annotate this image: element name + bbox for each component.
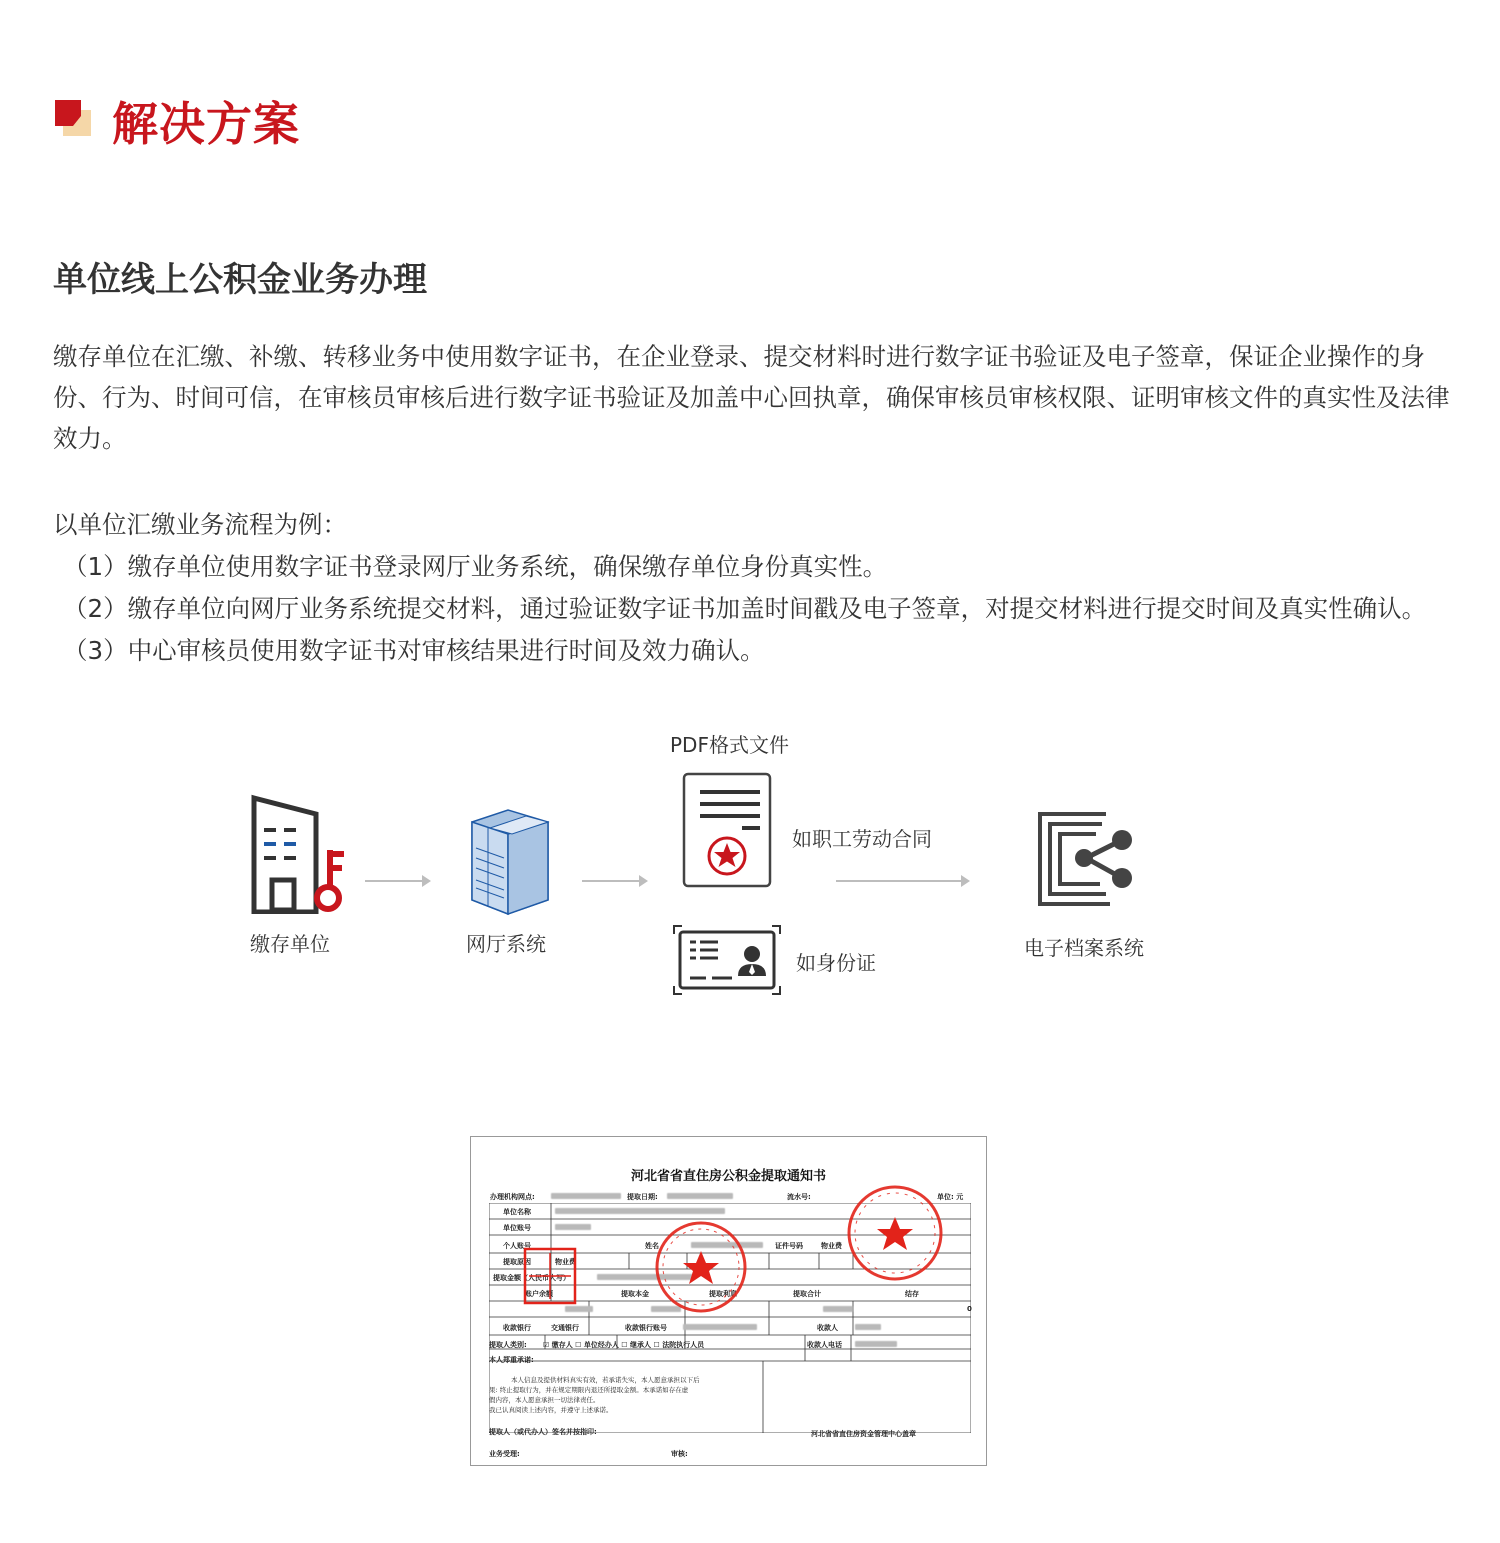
form-cell: 单位账号 (503, 1224, 531, 1232)
form-cell: 账户余额 (525, 1290, 553, 1298)
form-cell: 结存 (905, 1290, 919, 1298)
form-meta: 提取日期: (627, 1193, 658, 1201)
form-cell: 收款银行账号 (625, 1324, 667, 1332)
form-cell: 证件号码 (775, 1242, 803, 1250)
form-cell: 收款银行 (503, 1324, 531, 1332)
page-title: 解决方案 (112, 97, 300, 151)
form-meta: 单位: 元 (937, 1193, 964, 1201)
form-cell: 交通银行 (551, 1324, 579, 1332)
seal-stamp-icon (651, 1217, 751, 1317)
name-seal-icon (523, 1247, 577, 1305)
list-item: （1）缴存单位使用数字证书登录网厅业务系统，确保缴存单位身份真实性。 (63, 552, 888, 581)
form-cell: 提取金额（人民币大写） (493, 1274, 570, 1282)
form-meta: 办理机构网点: (490, 1193, 535, 1201)
archive-share-icon (1036, 810, 1136, 908)
pdf-label: PDF格式文件 (670, 733, 789, 757)
form-cell: 提取原因 (503, 1258, 531, 1266)
form-cell: 河北省省直住房资金管理中心盖章 (811, 1430, 916, 1438)
commitment-line: 果: 终止提取行为，并在规定期限内退还所提取金额。本承诺如存在虚 (489, 1386, 689, 1394)
form-cell: 收款人电话 (807, 1341, 842, 1349)
flow-arrow (836, 880, 968, 882)
form-cell: 审核: (671, 1450, 688, 1458)
server-icon (468, 808, 552, 918)
doc-label: 如身份证 (796, 951, 876, 975)
document-seal-icon (682, 772, 774, 890)
form-cell: 物业费 (821, 1242, 842, 1250)
commitment-line: 我已认真阅读上述内容，并遵守上述承诺。 (489, 1406, 613, 1414)
form-cell: 提取利息 (709, 1290, 737, 1298)
form-cell: 物业费 (555, 1258, 576, 1266)
form-cell: 提取本金 (621, 1290, 649, 1298)
form-cell: 本人郑重承诺: (489, 1356, 534, 1364)
node-label: 缴存单位 (250, 932, 330, 956)
form-cell: 个人账号 (503, 1242, 531, 1250)
form-cell: 收款人 (817, 1324, 838, 1332)
form-cell: 单位名称 (503, 1208, 531, 1216)
withdrawal-notice-image (470, 1136, 987, 1466)
node-label: 电子档案系统 (1024, 936, 1144, 960)
process-list (53, 504, 1473, 672)
section-paragraph: 缴存单位在汇缴、补缴、转移业务中使用数字证书，在企业登录、提交材料时进行数字证书验证及电子签章，保证企业操作的身份、行为、时间可信，在审核员审核后进行数字证书验证及加盖中心回执章，确保审核员审核权限、证明审核文件的真实性及法律效力。 (53, 342, 1450, 453)
commitment-line: 假内容，本人愿意承担一切法律责任。 (489, 1396, 600, 1404)
form-title: 河北省省直住房公积金提取通知书 (630, 1169, 826, 1184)
flow-diagram (0, 720, 1500, 1040)
node-label: 网厅系统 (466, 932, 546, 956)
form-cell: 姓名 (645, 1242, 659, 1250)
list-item: （2）缴存单位向网厅业务系统提交材料，通过验证数字证书加盖时间戳及电子签章，对提交材料进行提交时间及真实性确认。 (63, 594, 1427, 623)
commitment-line: 本人信息及提供材料真实有效，若承诺失实，本人愿意承担以下后 (511, 1376, 700, 1384)
flow-arrow (582, 880, 646, 882)
form-meta: 流水号: (787, 1193, 811, 1201)
flow-arrow (365, 880, 429, 882)
id-card-icon (672, 924, 782, 996)
list-intro: 以单位汇缴业务流程为例： (53, 510, 347, 539)
form-cell: 提取合计 (793, 1290, 821, 1298)
doc-label: 如职工劳动合同 (792, 827, 932, 851)
form-cell: 业务受理: (489, 1450, 520, 1458)
form-cell: 0 (967, 1305, 972, 1313)
list-item: （3）中心审核员使用数字证书对审核结果进行时间及效力确认。 (63, 636, 765, 665)
section-title: 单位线上公积金业务办理 (53, 260, 427, 300)
seal-stamp-icon (843, 1181, 947, 1285)
form-cell: ☑ 缴存人 ☐ 单位经办人 ☐ 继承人 ☐ 法院执行人员 (543, 1341, 705, 1349)
form-cell: 提取人（或代办人）签名并按指印: (489, 1428, 597, 1436)
section-marker-icon (55, 100, 93, 138)
form-cell: 提取人类别: (489, 1341, 527, 1349)
building-key-icon (248, 794, 352, 914)
